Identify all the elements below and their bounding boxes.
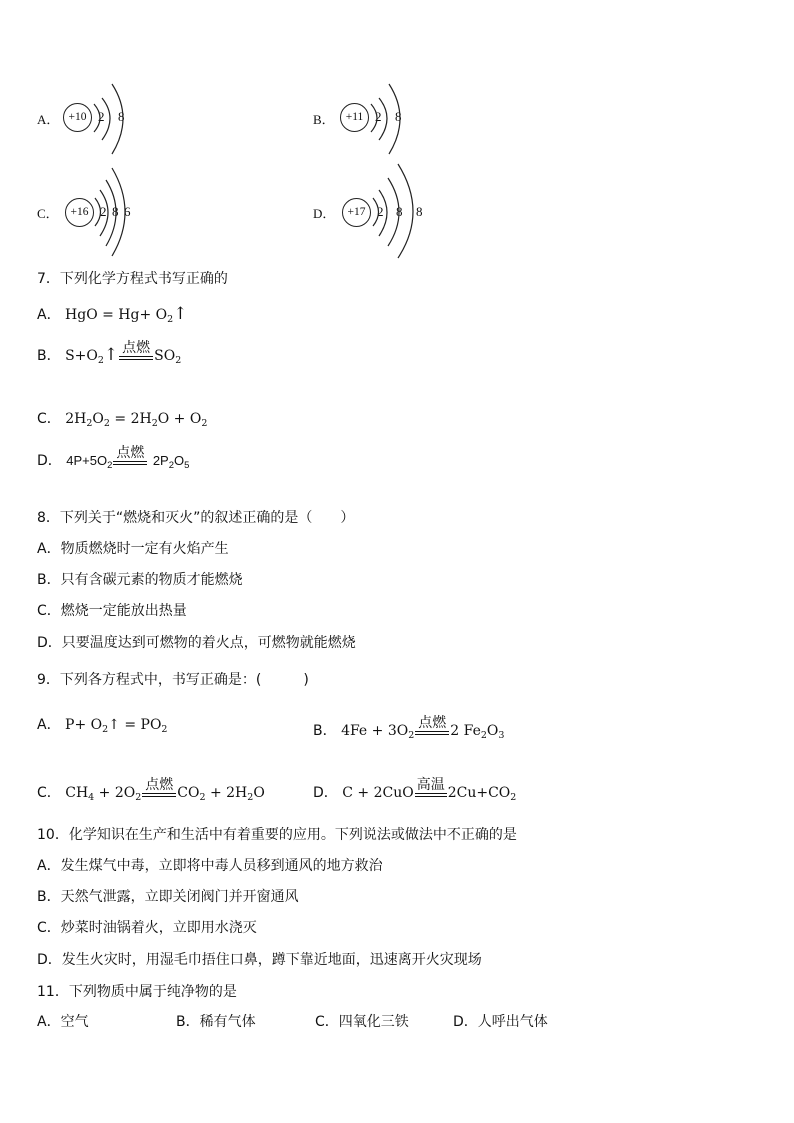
- shell-electrons: 8: [118, 109, 125, 124]
- reaction-condition: 点燃: [118, 341, 154, 365]
- q9-option-c[interactable]: C． $CH_4 + 2O_2$ 点燃 $CO_2 + 2H_2O$: [37, 777, 265, 803]
- electron-shell-arcs: [92, 160, 142, 260]
- double-line-icon: [142, 793, 176, 797]
- option-label: C．: [37, 206, 59, 221]
- q8-option-b[interactable]: B．只有含碳元素的物质才能燃烧: [37, 572, 243, 588]
- q10-option-d[interactable]: D．发生火灾时，用湿毛巾捂住口鼻，蹲下靠近地面，迅速离开火灾现场: [37, 952, 482, 968]
- question-7-stem: 7．下列化学方程式书写正确的: [37, 271, 228, 287]
- nucleus-circle: +11: [340, 103, 369, 132]
- nucleus-circle: +17: [342, 198, 371, 227]
- q10-option-b[interactable]: B．天然气泄露，立即关闭阀门并开窗通风: [37, 889, 299, 905]
- electron-shell-arcs: [367, 80, 417, 160]
- gas-arrow-icon: ↑: [173, 304, 188, 324]
- shell-electrons: 2: [98, 109, 105, 124]
- question-9-stem: 9．下列各方程式中，书写正确是：( ): [37, 672, 309, 688]
- option-label: C．: [37, 411, 61, 427]
- option-label: A．: [37, 112, 60, 127]
- q11-option-b[interactable]: B．稀有气体: [176, 1014, 256, 1030]
- option-label: B．: [313, 112, 335, 127]
- option-label: D．: [313, 206, 336, 221]
- option-label: A．: [37, 307, 61, 323]
- double-line-icon: [415, 731, 449, 735]
- gas-arrow-icon: ↑: [103, 345, 119, 365]
- q7-option-a[interactable]: A． HgO = $Hg+ O_2↑$: [37, 304, 188, 325]
- q9-option-d[interactable]: D． C + 2CuO 高温 $2Cu+CO_2$: [313, 777, 517, 803]
- electron-shell-arcs: [370, 160, 430, 260]
- q11-option-d[interactable]: D．人呼出气体: [453, 1014, 548, 1030]
- q9-option-a[interactable]: A． $P+ O_2↑ = PO_2$: [37, 717, 168, 735]
- reaction-condition: 点燃: [112, 446, 148, 470]
- double-line-icon: [119, 356, 153, 360]
- q11-option-c[interactable]: C．四氧化三铁: [315, 1014, 409, 1030]
- option-label: B．: [37, 348, 61, 364]
- shell-electrons: 8: [112, 204, 119, 219]
- question-10-stem: 10．化学知识在生产和生活中有着重要的应用。下列说法或做法中不正确的是: [37, 827, 517, 843]
- option-label: B．: [313, 723, 337, 739]
- shell-electrons: 6: [124, 204, 131, 219]
- reaction-condition: 点燃: [141, 778, 177, 802]
- reaction-condition: 点燃: [414, 716, 450, 740]
- option-label: C．: [37, 785, 61, 801]
- q10-option-a[interactable]: A．发生煤气中毒，立即将中毒人员移到通风的地方救治: [37, 858, 383, 874]
- shell-electrons: 8: [416, 204, 423, 219]
- electron-shell-arcs: [90, 80, 140, 160]
- double-line-icon: [113, 461, 147, 465]
- shell-electrons: 8: [396, 204, 403, 219]
- option-label: D．: [37, 453, 62, 469]
- nucleus-circle: +16: [65, 198, 94, 227]
- q8-option-c[interactable]: C．燃烧一定能放出热量: [37, 603, 187, 619]
- reaction-condition: 高温: [414, 778, 448, 802]
- nucleus-circle: +10: [63, 103, 92, 132]
- option-label: D．: [313, 785, 338, 801]
- option-label: A．: [37, 717, 61, 733]
- q7-option-b[interactable]: B． $S+O_2↑$ 点燃 $SO_2$: [37, 340, 182, 366]
- question-11-stem: 11．下列物质中属于纯净物的是: [37, 984, 237, 1000]
- shell-electrons: 2: [377, 204, 384, 219]
- q9-option-b[interactable]: B． $4Fe + 3O_2$ 点燃 2 $Fe_2O_3$: [313, 715, 505, 741]
- q11-option-a[interactable]: A．空气: [37, 1014, 89, 1030]
- shell-electrons: 8: [395, 109, 402, 124]
- q10-option-c[interactable]: C．炒菜时油锅着火，立即用水浇灭: [37, 920, 257, 936]
- q7-option-d[interactable]: D． $4P+5O_2$ 点燃 $2P_2O_5$: [37, 445, 190, 471]
- q7-option-c[interactable]: C． $2H_2O_2 = 2H_2O + O_2$: [37, 411, 208, 429]
- shell-electrons: 2: [375, 109, 382, 124]
- double-line-icon: [415, 793, 447, 797]
- question-8-stem: 8．下列关于“燃烧和灭火”的叙述正确的是（ ）: [37, 510, 355, 526]
- shell-electrons: 2: [100, 204, 107, 219]
- q8-option-a[interactable]: A．物质燃烧时一定有火焰产生: [37, 541, 229, 557]
- q8-option-d[interactable]: D．只要温度达到可燃物的着火点，可燃物就能燃烧: [37, 635, 356, 651]
